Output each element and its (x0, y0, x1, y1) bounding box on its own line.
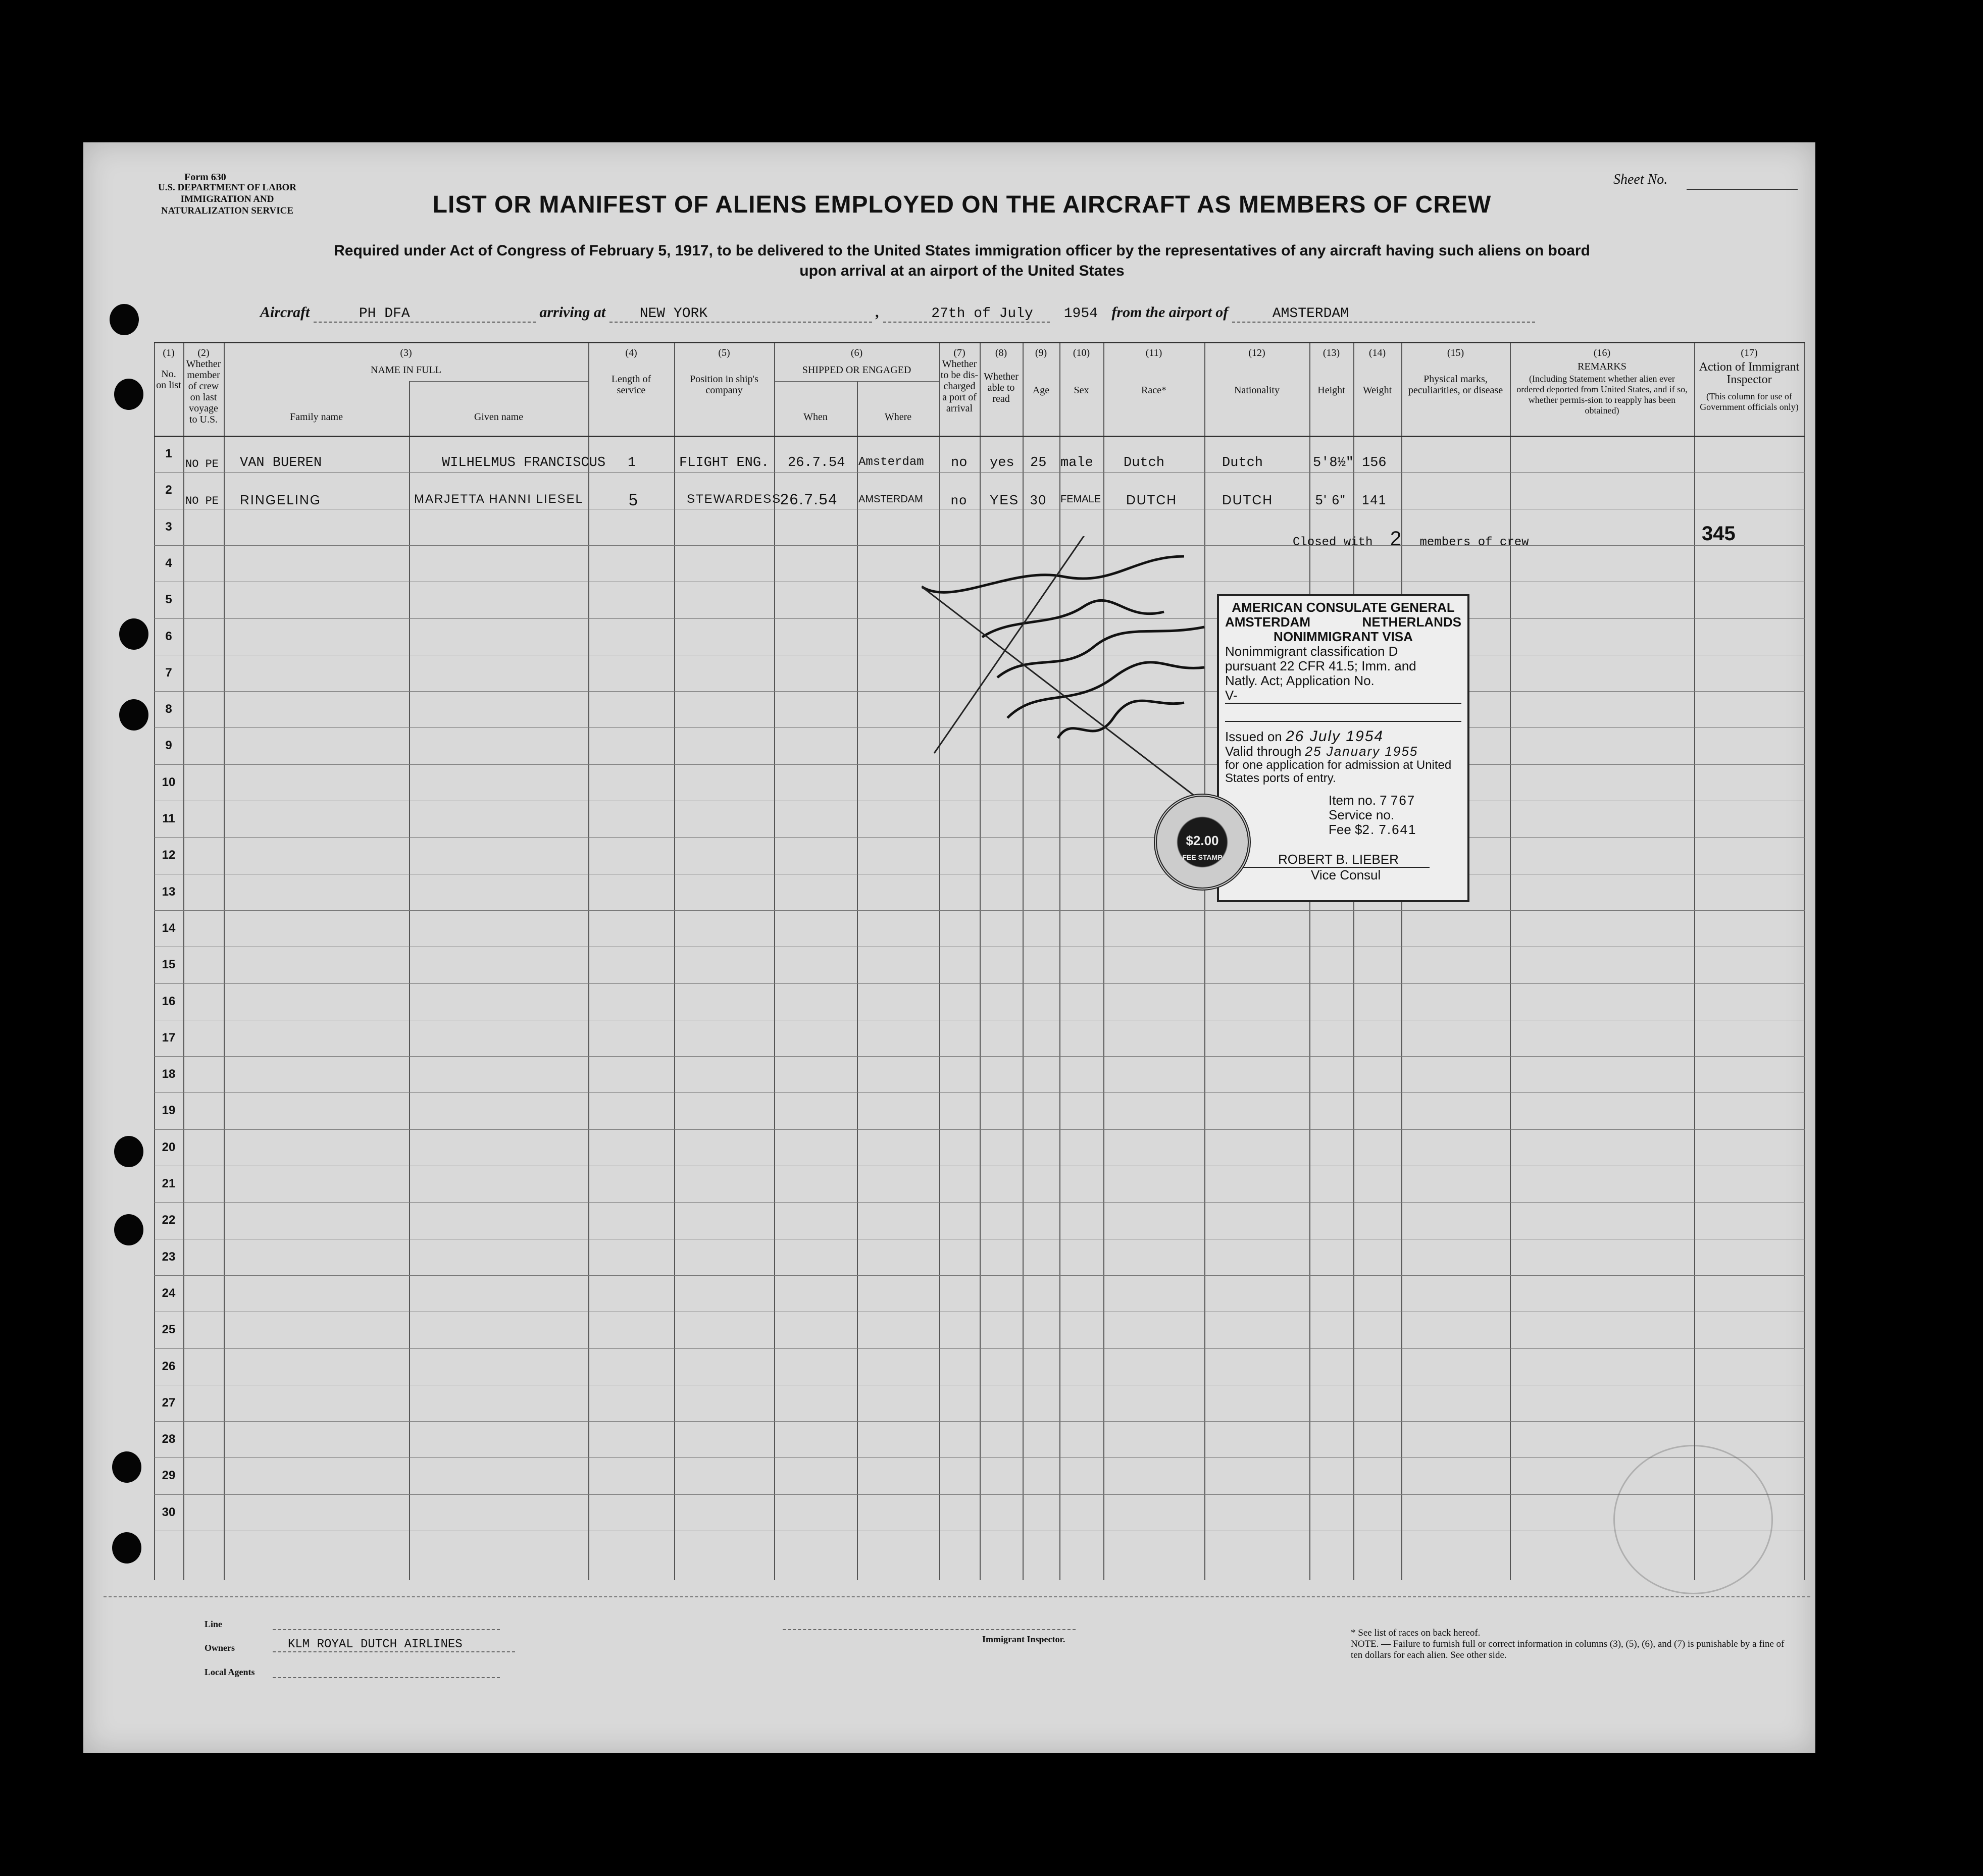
fee-stamp-value: $2.00 (1186, 833, 1219, 848)
subtitle-line-2: upon arrival at an airport of the United States (799, 263, 1125, 279)
weight-cell[interactable]: 141 (1362, 492, 1387, 507)
aircraft-label: Aircraft (260, 304, 310, 321)
row-number: 19 (162, 1104, 176, 1118)
shipped-when-cell[interactable]: 26.7.54 (788, 455, 845, 471)
footer-notes (1351, 1628, 1785, 1661)
row-number: 25 (162, 1323, 176, 1337)
row-number: 2 (165, 483, 172, 497)
position-cell[interactable]: FLIGHT ENG. (679, 455, 770, 471)
last-voyage-cell[interactable]: NO PE (185, 495, 219, 507)
col-9-number: (9) (1035, 347, 1047, 358)
fee-amount: 2. (1362, 822, 1376, 837)
inspector-signature-field[interactable] (783, 1629, 1076, 1630)
visa-regulation: pursuant 22 CFR 41.5; Imm. and (1225, 658, 1416, 673)
arriving-label: arriving at (539, 304, 606, 321)
col-17-number: (17) (1741, 347, 1758, 358)
col-6-number: (6) (850, 347, 863, 358)
col-5-number: (5) (718, 347, 730, 358)
manifest-sheet (83, 142, 1815, 1753)
admission-text: for one application for admission at United States ports of entry. (1225, 758, 1452, 785)
row-number: 16 (162, 994, 176, 1008)
visa-city: AMSTERDAM (1225, 614, 1310, 630)
col-7-header: Whether to be dis-charged a port of arrival (940, 358, 979, 414)
visa-type: NONIMMIGRANT VISA (1274, 629, 1413, 644)
fee-note: 7.641 (1379, 822, 1417, 837)
able-to-read-cell[interactable]: yes (990, 455, 1014, 471)
issued-date: 26 July 1954 (1285, 728, 1384, 745)
col-4-number: (4) (625, 347, 637, 358)
sex-cell[interactable]: male (1060, 455, 1093, 471)
col-16-note: (Including Statement whether alien ever ordered deported from United States, and if so, whether permis-sion to reapply has been obtained) (1516, 374, 1688, 415)
service-label: Service no. (1329, 807, 1395, 822)
col-4-header: Length of service (611, 374, 651, 396)
weight-cell[interactable]: 156 (1362, 455, 1387, 471)
when-header: When (803, 411, 828, 423)
punch-hole (112, 1451, 141, 1483)
punch-hole (114, 1214, 143, 1245)
fee-stamp-label: FEE STAMP (1182, 853, 1223, 861)
sheet-number-field[interactable] (1687, 189, 1798, 190)
row-number: 1 (165, 447, 172, 460)
row-number: 21 (162, 1177, 176, 1190)
row-number: 28 (162, 1432, 176, 1446)
row-number: 12 (162, 848, 176, 862)
sheet-number-label: Sheet No. (1613, 172, 1668, 187)
visa-application: Natly. Act; Application No. (1225, 673, 1375, 688)
from-label: from the airport of (1111, 304, 1229, 321)
row-number: 3 (165, 519, 172, 534)
year-prefix: 19 (1063, 306, 1081, 322)
immigrant-inspector-label: Immigrant Inspector. (982, 1634, 1065, 1644)
page-title: LIST OR MANIFEST OF ALIENS EMPLOYED ON THE AIRCRAFT AS MEMBERS OF CREW (432, 191, 1492, 218)
row-number: 9 (165, 739, 172, 753)
col-3-number: (3) (400, 347, 412, 358)
row-number: 11 (162, 812, 175, 825)
page-subtitle (215, 241, 1709, 281)
row-number: 29 (162, 1469, 176, 1483)
col-15-header: Physical marks, peculiarities, or disease (1408, 374, 1503, 396)
position-cell[interactable]: STEWARDESS (687, 492, 782, 506)
closed-prefix: Closed with (1293, 536, 1373, 549)
col-17-header: Action of Immigrant Inspector (1699, 360, 1800, 386)
faded-seal (1613, 1445, 1773, 1594)
row-number: 10 (162, 775, 176, 789)
subtitle-line-1: Required under Act of Congress of February 5, 1917, to be delivered to the United States immigration officer by the representatives of any aircraft having such aliens on board (334, 242, 1590, 259)
discharged-cell[interactable]: no (951, 455, 968, 471)
sex-cell[interactable]: FEMALE (1060, 494, 1101, 505)
col-13-number: (13) (1323, 347, 1340, 358)
row-number: 27 (162, 1395, 176, 1410)
col-16-header: REMARKS (1578, 361, 1626, 372)
consul-name: ROBERT B. LIEBER (1225, 852, 1430, 868)
row-number: 18 (162, 1067, 176, 1081)
shipped-where-cell[interactable]: Amsterdam (858, 455, 924, 469)
arrival-date[interactable]: 27th of July (883, 306, 1050, 323)
visa-country: NETHERLANDS (1362, 614, 1461, 630)
owners-label: Owners (205, 1643, 235, 1653)
col-10-number: (10) (1073, 347, 1090, 358)
family-name-cell[interactable]: RINGELING (240, 492, 322, 507)
local-agents-label: Local Agents (205, 1667, 255, 1677)
height-cell[interactable]: 5' 6" (1315, 492, 1346, 507)
fee-stamp-seal (1154, 794, 1251, 891)
discharged-cell[interactable]: no (951, 492, 968, 507)
punch-hole (110, 304, 139, 335)
col-1-header: No. on list (156, 369, 181, 391)
col-12-header: Nationality (1234, 385, 1280, 396)
col-7-number: (7) (953, 347, 965, 358)
col-11-header: Race* (1141, 385, 1166, 396)
stamp-number: 345 (1702, 523, 1736, 545)
length-of-service-cell[interactable]: 5 (629, 491, 639, 509)
item-label: Item no. 7 (1329, 793, 1387, 808)
department-name: U.S. DEPARTMENT OF LABOR (158, 182, 296, 193)
able-to-read-cell[interactable]: YES (990, 492, 1020, 507)
row-number: 15 (162, 958, 176, 972)
races-note: * See list of races on back hereof. (1351, 1628, 1481, 1638)
punch-hole (114, 1136, 143, 1167)
closed-count: 2 (1390, 528, 1403, 550)
given-name-header: Given name (474, 411, 524, 423)
row-number: 6 (165, 629, 172, 643)
col-8-number: (8) (995, 347, 1007, 358)
arriving-value[interactable]: NEW YORK (609, 306, 872, 323)
row-number: 7 (165, 665, 172, 680)
valid-date: 25 January 1955 (1305, 744, 1418, 759)
punch-hole (114, 379, 143, 410)
shipped-when-cell[interactable]: 26.7.54 (780, 491, 838, 508)
arrival-year[interactable]: 54 (1081, 306, 1098, 322)
consul-title: Vice Consul (1311, 867, 1381, 882)
valid-label: Valid through (1225, 744, 1302, 759)
row-number: 23 (162, 1249, 176, 1264)
col-2-number: (2) (197, 347, 210, 358)
row-number: 8 (165, 702, 172, 716)
visa-classification: Nonimmigrant classification D (1225, 644, 1398, 659)
row-number: 13 (162, 884, 176, 899)
race-cell[interactable]: DUTCH (1126, 492, 1177, 507)
fee-label: Fee $ (1329, 822, 1362, 837)
row-number: 14 (162, 921, 176, 935)
col-1-number: (1) (163, 347, 175, 358)
col-17-note: (This column for use of Government officials only) (1700, 391, 1799, 412)
age-cell[interactable]: 25 (1030, 455, 1047, 471)
from-value[interactable]: AMSTERDAM (1232, 306, 1535, 323)
crew-table (154, 342, 1805, 1580)
col-2-header: Whether member of crew on last voyage to U.S. (186, 358, 221, 425)
nationality-cell[interactable]: DUTCH (1222, 492, 1273, 507)
row-number: 22 (162, 1213, 176, 1227)
col-12-number: (12) (1248, 347, 1265, 358)
row-number: 5 (165, 593, 172, 607)
given-name-cell[interactable]: WILHELMUS FRANCISCUS (442, 455, 606, 471)
col-14-header: Weight (1362, 385, 1392, 396)
col-16-number: (16) (1593, 347, 1611, 358)
col-5-header: Position in ship's company (690, 374, 758, 396)
form-number: Form 630 (184, 172, 226, 183)
length-of-service-cell[interactable]: 1 (628, 455, 636, 471)
col-6-header: SHIPPED OR ENGAGED (802, 364, 911, 376)
issued-label: Issued on (1225, 729, 1282, 744)
line-label: Line (205, 1619, 223, 1629)
row-number: 4 (165, 556, 172, 570)
age-cell[interactable]: 30 (1030, 492, 1047, 507)
nationality-cell[interactable]: Dutch (1222, 455, 1263, 471)
col-10-header: Sex (1074, 385, 1089, 396)
col-11-number: (11) (1145, 347, 1162, 358)
row-number: 20 (162, 1140, 176, 1154)
line-field[interactable] (273, 1629, 500, 1630)
aircraft-value[interactable]: PH DFA (314, 306, 536, 323)
nonimmigrant-visa-stamp (1217, 594, 1469, 902)
closed-suffix: members of crew (1419, 536, 1529, 549)
where-header: Where (884, 411, 912, 423)
row-number: 24 (162, 1286, 176, 1300)
col-3-header: NAME IN FULL (371, 364, 441, 376)
last-voyage-cell[interactable]: NO PE (185, 458, 219, 471)
family-name-cell[interactable]: VAN BUEREN (240, 455, 322, 471)
col-14-number: (14) (1368, 347, 1386, 358)
given-name-cell[interactable]: MARJETTA HANNI LIESEL (414, 492, 583, 506)
col-13-header: Height (1317, 385, 1345, 396)
row-number: 30 (162, 1505, 176, 1519)
family-name-header: Family name (290, 411, 343, 423)
service-name: IMMIGRATION AND NATURALIZATION SERVICE (161, 194, 294, 216)
voyage-line: Aircraft PH DFA arriving at NEW YORK , 27th of July 1954 from the airport of AMSTERDAM (260, 304, 1535, 323)
shipped-where-cell[interactable]: AMSTERDAM (858, 494, 923, 505)
col-8-header: Whether able to read (984, 371, 1019, 404)
punch-hole (112, 1532, 141, 1564)
punch-hole (119, 699, 148, 731)
col-9-header: Age (1032, 385, 1050, 396)
row-number: 17 (162, 1030, 176, 1045)
local-agents-field[interactable] (273, 1677, 500, 1678)
punch-hole (119, 618, 148, 650)
owners-field[interactable]: KLM ROYAL DUTCH AIRLINES (273, 1638, 515, 1652)
item-number: 767 (1390, 793, 1416, 808)
penalty-note: NOTE. — Failure to furnish full or correct information in columns (3), (5), (6), and (7) is punishable by a fine of ten dollars for each alien. See other side. (1351, 1639, 1785, 1660)
row-number: 26 (162, 1359, 176, 1373)
col-15-number: (15) (1447, 347, 1464, 358)
height-cell[interactable]: 5'8½" (1313, 455, 1354, 471)
visa-number: V- (1225, 688, 1461, 704)
visa-line-1: AMERICAN CONSULATE GENERAL (1232, 600, 1455, 615)
race-cell[interactable]: Dutch (1124, 455, 1165, 471)
